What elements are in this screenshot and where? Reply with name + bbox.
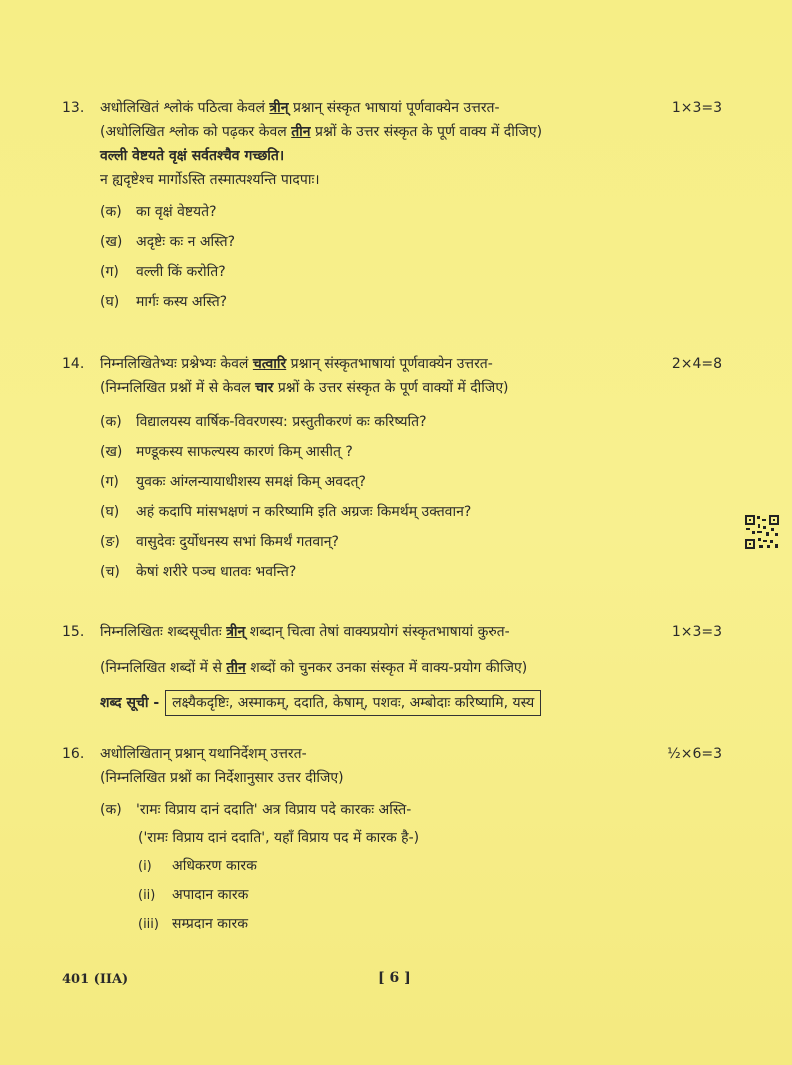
q14-option xyxy=(62,560,722,584)
q13-marks: 1×3=3 xyxy=(671,100,722,116)
q13-option xyxy=(62,230,722,254)
option-label: (ख) xyxy=(100,444,123,460)
q16-choice xyxy=(62,883,722,908)
q16-part-a-hindi: ('रामः विप्राय दानं ददाति', यहाँ विप्राय पद में कारक है-) xyxy=(138,830,420,846)
page-number: [ 6 ] xyxy=(378,970,411,986)
choice-label: (i) xyxy=(138,859,152,874)
word-list-label: शब्द सूची - xyxy=(100,695,160,711)
option-label: (घ) xyxy=(100,504,120,520)
choice-text: अधिकरण कारक xyxy=(172,858,257,874)
q16-choice xyxy=(62,854,722,879)
question-13 xyxy=(62,96,722,314)
q16-instruction xyxy=(62,742,722,766)
q15-hindi xyxy=(62,656,722,680)
q14-marks: 2×4=8 xyxy=(671,356,722,372)
q14-option xyxy=(62,530,722,554)
choice-label: (iii) xyxy=(138,917,159,932)
question-14 xyxy=(62,352,722,584)
question-15 xyxy=(62,620,722,716)
q13-hindi xyxy=(62,120,722,144)
q15-marks: 1×3=3 xyxy=(671,624,722,640)
q16-hindi: (निम्नलिखित प्रश्नों का निर्देशानुसार उत्तर दीजिए) xyxy=(100,770,344,786)
q15-word-list-row xyxy=(62,690,722,716)
q16-part-a xyxy=(62,798,722,822)
q13-number: 13. xyxy=(62,100,85,116)
word-list-box: लक्ष्यैकदृष्टिः, अस्माकम्, ददाति, केषाम्, पशवः, अम्बोदाः करिष्यामि, यस्य xyxy=(165,690,541,716)
q14-option xyxy=(62,470,722,494)
q15-instruction xyxy=(62,620,722,644)
q14-option xyxy=(62,410,722,434)
q13-instruction xyxy=(62,96,722,120)
q14-number: 14. xyxy=(62,356,85,372)
q13-option xyxy=(62,200,722,224)
q14-hindi-bold: चार xyxy=(255,380,274,396)
option-text: अदृष्टेः कः न अस्ति? xyxy=(136,234,236,250)
option-label: (क) xyxy=(100,204,122,220)
q14-instruction xyxy=(62,352,722,376)
q14-bold: चत्वारि xyxy=(252,356,287,372)
option-text: मण्डूकस्य साफल्यस्य कारणं किम् आसीत् ? xyxy=(136,444,353,460)
q14-option xyxy=(62,500,722,524)
option-label: (ग) xyxy=(100,264,119,280)
option-label: (ङ) xyxy=(100,534,120,550)
q15-text-b: शब्दान् चित्वा तेषां वाक्यप्रयोगं संस्कृतभाषायां कुरुत- xyxy=(245,624,510,640)
q16-number: 16. xyxy=(62,746,85,762)
option-text: अहं कदापि मांसभक्षणं न करिष्यामि इति अग्रजः किमर्थम् उक्तवान? xyxy=(136,504,472,520)
q13-shloka-1: वल्ली वेष्टयते वृक्षं सर्वतश्चैव गच्छति। xyxy=(100,148,285,164)
option-text: युवकः आंग्लन्यायाधीशस्य समक्षं किम् अवदत्? xyxy=(136,474,366,490)
choice-text: सम्प्रदान कारक xyxy=(172,916,249,932)
q14-option xyxy=(62,440,722,464)
part-label: (क) xyxy=(100,802,122,818)
option-text: वासुदेवः दुर्योधनस्य सभां किमर्थं गतवान्? xyxy=(136,534,339,550)
option-text: मार्गः कस्य अस्ति? xyxy=(136,294,228,310)
option-text: वल्ली किं करोति? xyxy=(136,264,226,280)
qr-code-icon xyxy=(744,514,780,550)
q15-bold: त्रीन् xyxy=(226,624,246,640)
q14-hindi-b: प्रश्नों के उत्तर संस्कृत के पूर्ण वाक्यों में दीजिए) xyxy=(273,380,509,396)
q16-text: अधोलिखितान् प्रश्नान् यथानिर्देशम् उत्तरत- xyxy=(100,746,307,762)
q13-text-b: प्रश्नान् संस्कृत भाषायां पूर्णवाक्येन उत्तरत- xyxy=(288,100,500,116)
q13-option xyxy=(62,260,722,284)
q15-text-a: निम्नलिखितः शब्दसूचीतः xyxy=(100,624,227,640)
question-16 xyxy=(62,742,722,937)
q14-hindi xyxy=(62,376,722,400)
option-label: (घ) xyxy=(100,294,120,310)
q13-text-a: अधोलिखितं श्लोकं पठित्वा केवलं xyxy=(100,100,270,116)
q13-hindi-bold: तीन xyxy=(291,124,311,140)
option-label: (ग) xyxy=(100,474,119,490)
q14-text-a: निम्नलिखितेभ्यः प्रश्नेभ्यः केवलं xyxy=(100,356,253,372)
q16-marks: ½×6=3 xyxy=(667,746,722,762)
option-text: का वृक्षं वेष्टयते? xyxy=(136,204,217,220)
q13-shloka-2: न ह्यदृष्टेश्च मार्गोऽस्ति तस्मात्पश्यन्ति पादपाः। xyxy=(100,172,320,188)
paper-code: 401 (IIA) xyxy=(62,972,129,987)
q15-hindi-b: शब्दों को चुनकर उनका संस्कृत में वाक्य-प्रयोग कीजिए) xyxy=(245,660,528,676)
choice-label: (ii) xyxy=(138,888,156,903)
q15-hindi-a: (निम्नलिखित शब्दों में से xyxy=(100,660,227,676)
choice-text: अपादान कारक xyxy=(172,887,249,903)
option-label: (क) xyxy=(100,414,122,430)
q14-text-b: प्रश्नान् संस्कृतभाषायां पूर्णवाक्येन उत्तरत- xyxy=(286,356,493,372)
q13-hindi-b: प्रश्नों के उत्तर संस्कृत के पूर्ण वाक्य में दीजिए) xyxy=(310,124,543,140)
option-text: विद्यालयस्य वार्षिक-विवरणस्य: प्रस्तुतीकरणं कः करिष्यति? xyxy=(136,414,427,430)
q13-hindi-a: (अधोलिखित श्लोक को पढ़कर केवल xyxy=(100,124,292,140)
option-label: (ख) xyxy=(100,234,123,250)
q15-hindi-bold: तीन xyxy=(226,660,246,676)
option-text: केषां शरीरे पञ्च धातवः भवन्ति? xyxy=(136,564,297,580)
q16-choice xyxy=(62,912,722,937)
q13-option xyxy=(62,290,722,314)
q14-hindi-a: (निम्नलिखित प्रश्नों में से केवल xyxy=(100,380,256,396)
q15-number: 15. xyxy=(62,624,85,640)
q13-bold: त्रीन् xyxy=(269,100,289,116)
part-text: 'रामः विप्राय दानं ददाति' अत्र विप्राय पदे कारकः अस्ति- xyxy=(136,802,412,818)
option-label: (च) xyxy=(100,564,120,580)
